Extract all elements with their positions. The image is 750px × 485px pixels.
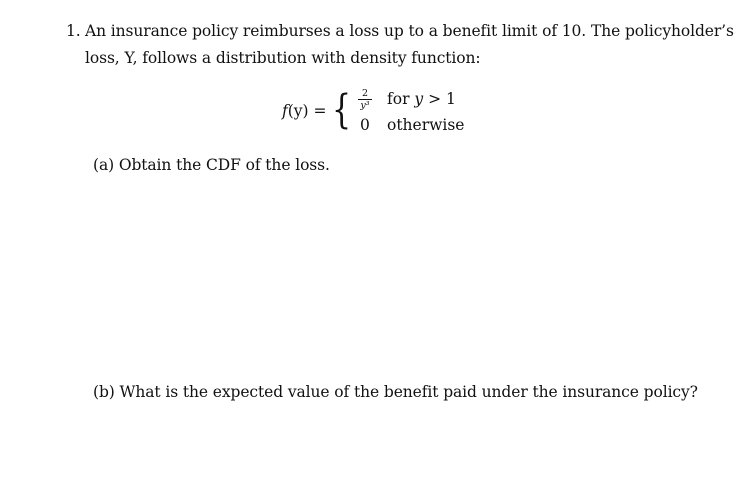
part-b-text: (b) What is the expected value of the benefit paid under the insurance policy? xyxy=(93,383,698,401)
function-name: f xyxy=(282,102,288,120)
piecewise-brace: { xyxy=(332,87,352,133)
part-a-text: (a) Obtain the CDF of the loss. xyxy=(93,156,330,174)
condition-suffix: > 1 xyxy=(423,90,456,108)
case-1-condition xyxy=(387,90,456,108)
condition-variable: y xyxy=(414,90,424,108)
case-2-condition: otherwise xyxy=(387,116,465,134)
question-text-line-1: An insurance policy reimburses a loss up to a benefit limit of 10. The policyholder’s xyxy=(85,22,734,40)
function-argument: (y) = xyxy=(287,102,327,120)
question-text-line-2: loss, Y, follows a distribution with density function: xyxy=(85,49,481,67)
question-number: 1. xyxy=(66,22,81,40)
fraction-two-over-y-cubed xyxy=(358,89,372,110)
equation-lhs xyxy=(282,102,327,120)
case-2-value: 0 xyxy=(360,116,370,134)
density-function-equation xyxy=(282,86,482,138)
fraction-denominator: y³ xyxy=(360,100,370,111)
condition-prefix: for xyxy=(387,90,415,108)
fraction-numerator: 2 xyxy=(361,88,369,99)
